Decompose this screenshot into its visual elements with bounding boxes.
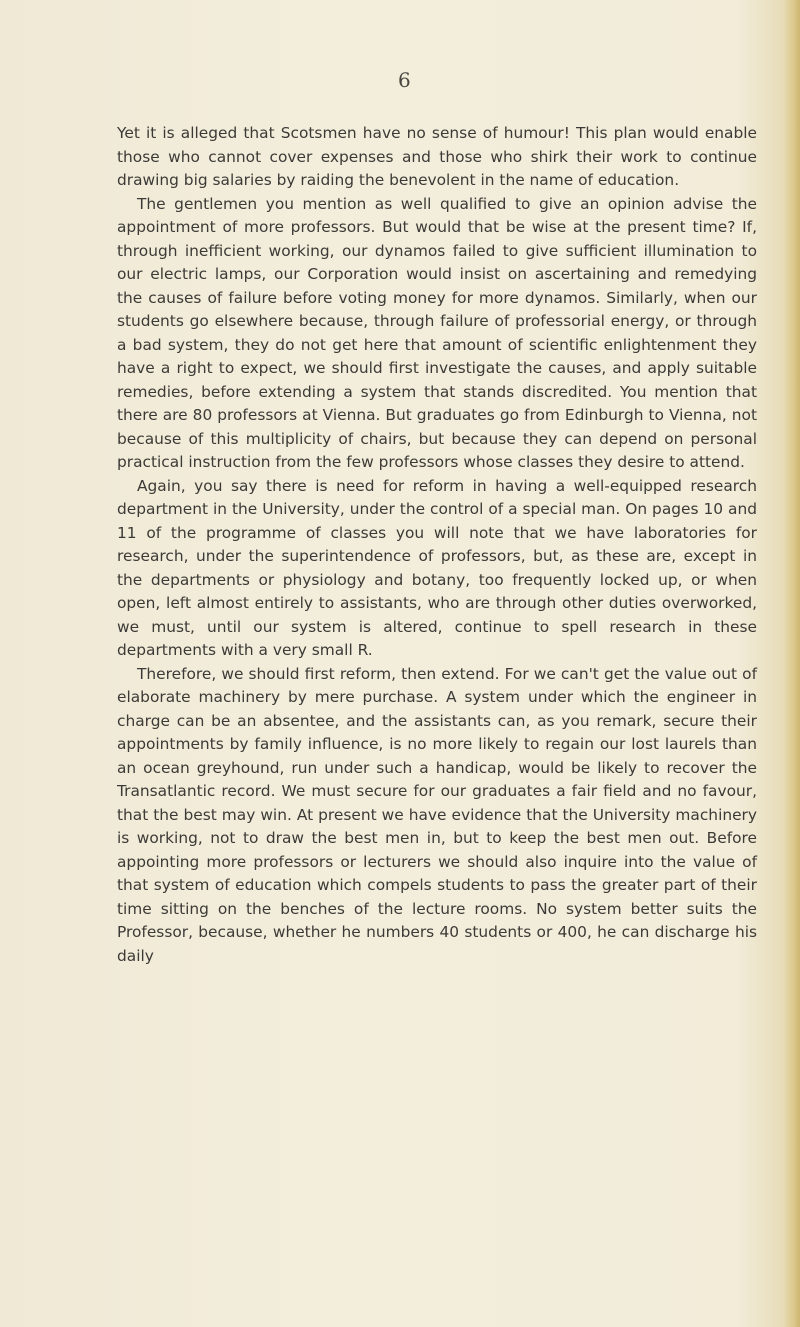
page-edge <box>784 0 800 1327</box>
body-text <box>117 122 757 968</box>
paragraph: Again, you say there is need for reform in having a well-equipped research department in the University, under the control of a special man. On pages 10 and 11 of the programme of classes you will note that we have laboratories for research, under the superintendence of professors, but, as these are, except in the departments or physiology and botany, too frequently locked up, or when open, left almost entirely to assistants, who are through other duties overworked, we must, until our system is altered, continue to spell research in these departments with a very small R. <box>117 476 757 659</box>
paragraph: The gentlemen you mention as well qualified to give an opinion advise the appointment of more professors. But would that be wise at the present time? If, through inefficient working, our dynamos failed to give sufficient illumination to our electric lamps, our Corporation would insist on ascertaining and remedying the causes of failure before voting money for more dynamos. Similarly, when our students go elsewhere because, through failure of professorial energy, or through a bad system, they do not get here that amount of scientific enlightenment they have a right to expect, we should first investigate the causes, and apply suitable remedies, before extending a system that stands discredited. You mention that there are 80 professors at Vienna. But graduates go from Edinburgh to Vienna, not because of this multiplicity of chairs, but because they can depend on personal practical instruction from the few professors whose classes they desire to attend. <box>117 194 757 471</box>
paragraph: Yet it is alleged that Scotsmen have no sense of humour! This plan would enable those who cannot cover expenses and those who shirk their work to continue drawing big salaries by raiding the benevolent in the name of education. <box>117 124 757 189</box>
page-number: 6 <box>398 68 411 92</box>
paragraph: Therefore, we should first reform, then extend. For we can't get the value out of elaborate machinery by mere purchase. A system under which the engineer in charge can be an absentee, and the assistants can, as you remark, secure their appointments by family influence, is no more likely to regain our lost laurels than an ocean greyhound, run under such a handicap, would be likely to recover the Transatlantic record. We must secure for our graduates a fair field and no favour, that the best may win. At present we have evidence that the University machinery is working, not to draw the best men in, but to keep the best men out. Before appointing more professors or lecturers we should also inquire into the value of that system of education which compels students to pass the greater part of their time sitting on the benches of the lecture rooms. No system better suits the Professor, because, whether he numbers 40 students or 400, he can discharge his daily <box>117 664 757 965</box>
